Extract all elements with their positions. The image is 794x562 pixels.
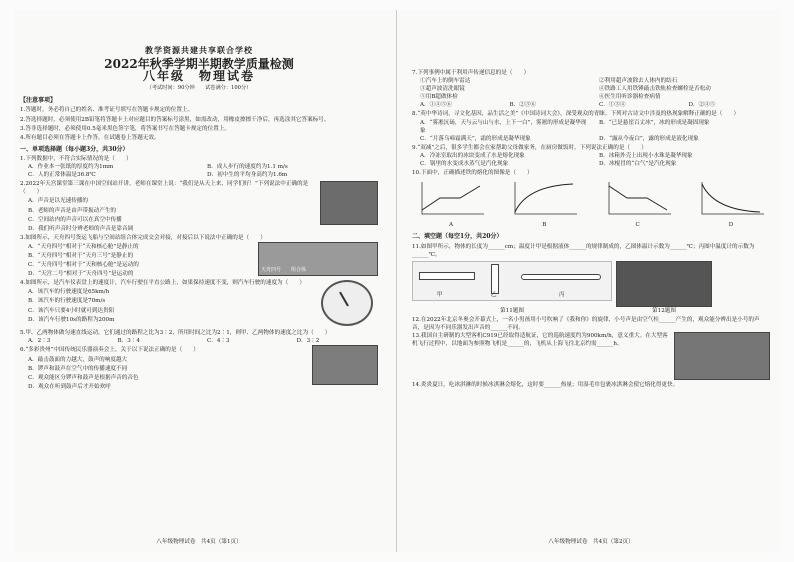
graph-a-plot [416,180,486,218]
exam-subtitle: 八年级 物理试卷 [142,69,255,84]
figure-captions [412,307,770,315]
clinical-thermometer-figure [521,274,601,280]
option: B．成人步行的速度约为1.1 m/s [207,164,288,171]
exam-title: 2022年秋季学期半期教学质量检测 [104,57,294,72]
figure-label: 丙 [559,291,565,298]
question-5-options [20,337,378,345]
fig11-caption: 第11题图 [500,307,524,314]
item: ④铁路工人用铁锤敲击铁轨检查螺栓是否松动 [599,86,711,93]
question-2-text [20,179,316,233]
option: C．人的正常体温是36.8℃ [28,172,96,179]
item: ②利用超声波除去人体内的结石 [599,78,678,85]
option: A．2∶3 [28,338,51,345]
option: B．冰箱外壳上出现小水珠是凝华现象 [599,152,693,159]
question-7-options [412,101,770,109]
option: A．“天舟四号”相对于“天和核心舱”是静止的 [28,243,139,250]
question-6-text [20,345,308,390]
option: D．冰棍冒的“白气”是汽化现象 [599,161,677,168]
option: D．“天宫二号”相对于“天舟四号”是运动的 [28,271,134,278]
question-2: 2.2022年天宫课堂第三课在中国空间站开讲，老师在课堂上说：“我们是从天上来，同学们好！”下列说法中正确的是（ ） [20,181,309,196]
question-7-items [412,77,770,101]
question-11: 11.如图甲所示，物体的长度为______cm；温度计甲是根据液体______的规律制成的，乙图体温计示数为______℃；丙图中温度计的示数为______℃。 [412,243,755,258]
question-13: 13.我国自主研制的大型客机C919已经取得适航证，它的巡航速度约为900km/h，意义重大。在大型客机飞行过程中，以地面为参照物飞机是______的，飞机从上海飞往北京约需______h。 [412,332,668,348]
measurement-figures [412,261,612,301]
option: B．3∶4 [117,338,140,345]
question-1-options [20,163,378,179]
item: ⑥医生用听诊器检查病情 [599,94,661,101]
graph-label: C [635,222,640,229]
question-6: 6.“多彩贵州”中国传统民乐器演奏会上，关于以下说法正确的是（ ） [20,347,199,354]
exam-info: （考试时间：90分钟 试卷满分：100分） [146,85,252,92]
option: B．该汽车的行驶速度是70m/s [28,298,106,305]
option: B．老师的声音是由声带振动产生的 [28,207,117,214]
page-footer-left: 八年级物理试卷 共4页（第1页） [156,538,242,545]
aircraft-photo [674,332,770,380]
option: D．我们听声音时分辨老师的声音是靠音调 [28,225,134,232]
item: ⑤用B超做体检 [420,94,458,101]
top-spacer [412,10,770,68]
option: B．②③⑥ [509,102,536,109]
item: ③超声波清洗眼镜 [420,86,465,93]
trumpet-photo [616,261,712,307]
section-title: 一、单项选择题（每小题3分，共30分） [20,145,129,153]
option: C．观众能区分锣声和鼓声是根据声音的音色 [28,374,139,381]
page-left [14,10,384,552]
option: C．该汽车只要4小时就可到达贵阳 [28,307,115,314]
astronaut-photo [320,181,378,225]
option: C．4∶3 [207,338,230,345]
option: A．“雾凇沆砀，天与云与山与水，上下一白”，雾凇的形成是凝华现象 [420,119,587,134]
option: A．敲击鼓面的力越大，鼓声的响度越大 [28,356,128,363]
option: A．声音是以光速传播的 [28,198,88,205]
thermometer-figure [491,264,499,294]
question-3-block [20,242,378,278]
option: D．②④⑤ [688,102,716,109]
graph-b-plot [509,180,579,218]
question-3-options [20,242,254,278]
question-14: 14.炎炎夏日，吃冰淇淋的时候冰淇淋会熔化，这时要______热量；用湿毛巾包裹冰淇淋会使它熔化得更快。 [412,381,679,388]
fig12-caption: 第12题图 [652,307,676,314]
option: C．空间站内的声音可以在真空中传播 [28,216,122,223]
graph-c-plot [603,180,673,218]
question-8-options [412,119,770,143]
question-2-block [20,179,378,233]
performance-photo [312,345,378,385]
graph-d [692,180,770,229]
speedometer-dial [321,280,373,326]
spacecraft-photo [258,242,378,276]
notice-item: 1.答题时，务必将自己的姓名、准考证号填写在答题卡规定的位置上。 [20,107,194,114]
graph-c [599,180,677,229]
option: D．“露从今夜白”，露的形成是液化现象 [599,135,699,142]
question-4-block [20,278,378,328]
figure-label: 乙 [491,291,497,298]
question-9-options [412,152,770,168]
option: A．该汽车的行驶速度是65km/h [28,289,110,296]
question-4: 4.如图所示，是汽车仪表盘上的速度计，汽车行驶在平直公路上，如果保持速度不变，则汽车行驶的速度为（ ） [20,280,306,287]
graph-label: B [542,222,547,229]
item: ①汽车上的倒车雷达 [420,78,471,85]
option: C．锅里的水变成水蒸气是汽化现象 [420,161,509,168]
option: D．初中生的平均身高约为1.6m [207,172,288,179]
option: C．“天舟四号”相对于“天和核心舱”是运动的 [28,262,139,269]
question-5: 5.甲、乙两物体做匀速直线运动，它们通过的路程之比为3∶2，所用时间之比为2∶1，则甲、乙两物体的速度之比为（ ） [20,330,331,337]
notice-title: 【注意事项】 [20,97,57,105]
graph-label: D [728,222,734,229]
option: B．锣声和鼓声在空气中的传播速度不同 [28,365,128,372]
option: A．作业本一张纸的厚度约为1mm [28,164,114,171]
option: D．3∶2 [296,338,320,345]
ruler-figure [419,272,475,280]
option: B．“已是悬崖百丈冰”，冰的形成是凝固现象 [599,119,710,126]
graph-a [412,180,490,229]
option: B．“天舟四号”相对于“天舟三号”是静止的 [28,252,134,259]
question-11-figures [412,261,770,307]
notice-item: 4.所有题目必须在答题卡上作答，在试题卷上答题无效。 [20,134,160,141]
option: C．①③④ [599,102,626,109]
option: A．冷冻室取出的冰块变成了水是熔化现象 [420,152,525,159]
question-8: 8.“英中华诗词，寻文化基因，品生活之美”《中国诗词大会》，深受观众的青睐。下列对古诗文中涉及的热现象解释正确的是（ ） [412,111,740,118]
page-footer-right: 八年级物理试卷 共4页（第2页） [548,538,634,545]
page-right [406,10,776,552]
spacecraft-caption: 天舟四号 组合体 [261,266,307,273]
question-13-block [412,332,770,380]
option: D．该汽车行驶10s的路程为200m [28,316,115,323]
question-4-text [20,278,312,328]
melting-graphs [412,180,770,229]
section-title: 二、填空题（每空1分，共20分） [412,233,503,241]
question-10: 10.下面中，正确描述铁的熔化的图像是（ ） [412,170,533,177]
school-name: 教学资源共建共享联合学校 [145,45,253,55]
question-12: 12.在2022年北京冬奥会开幕式上，一名小男孩用小号吹响了《我和你》的旋律，小号声是由空气柱______产生的，观众能分辨出是小号的声音，是因为不同乐器发出声音的______不同。 [412,316,760,331]
exam-sheet [14,10,780,552]
question-1: 1.下列数据中，不符合实际情况的是（ ） [20,155,132,162]
question-7: 7.下列事例中属于利用声传递信息的是（ ） [412,70,530,76]
question-9: 9.“双减”之后，很多学生都会在家帮助父母做家务，在厨房做饭时，下列说法正确的是（ ） [412,144,647,151]
option: D．观众在听到鼓声后才开始欢呼 [28,383,111,390]
question-3: 3.如图所示，天舟四号货运飞船与空间站组合体完成交会对接，对接后以下说法中正确的是（ ） [20,234,266,241]
option: C．“月落乌啼霜满天”，霜的形成是凝华现象 [420,135,531,142]
notice-item: 2.答选择题时，必须使用2B铅笔将答题卡上对应题目的答案标号涂黑，如需改动，用橡皮擦擦干净后，再选涂其它答案标号。 [20,116,330,123]
graph-label: A [448,222,454,229]
page-divider [396,10,397,552]
question-6-block [20,345,378,390]
figure-label: 甲 [437,291,443,298]
notice-item: 3.答非选择题时，必须使用0.5毫米黑色签字笔，将答案书写在答题卡规定的位置上。 [20,125,231,132]
option: A．①④⑤⑥ [420,102,453,109]
graph-b [505,180,583,229]
speedometer-figure [316,278,378,328]
graph-d-plot [696,180,766,218]
